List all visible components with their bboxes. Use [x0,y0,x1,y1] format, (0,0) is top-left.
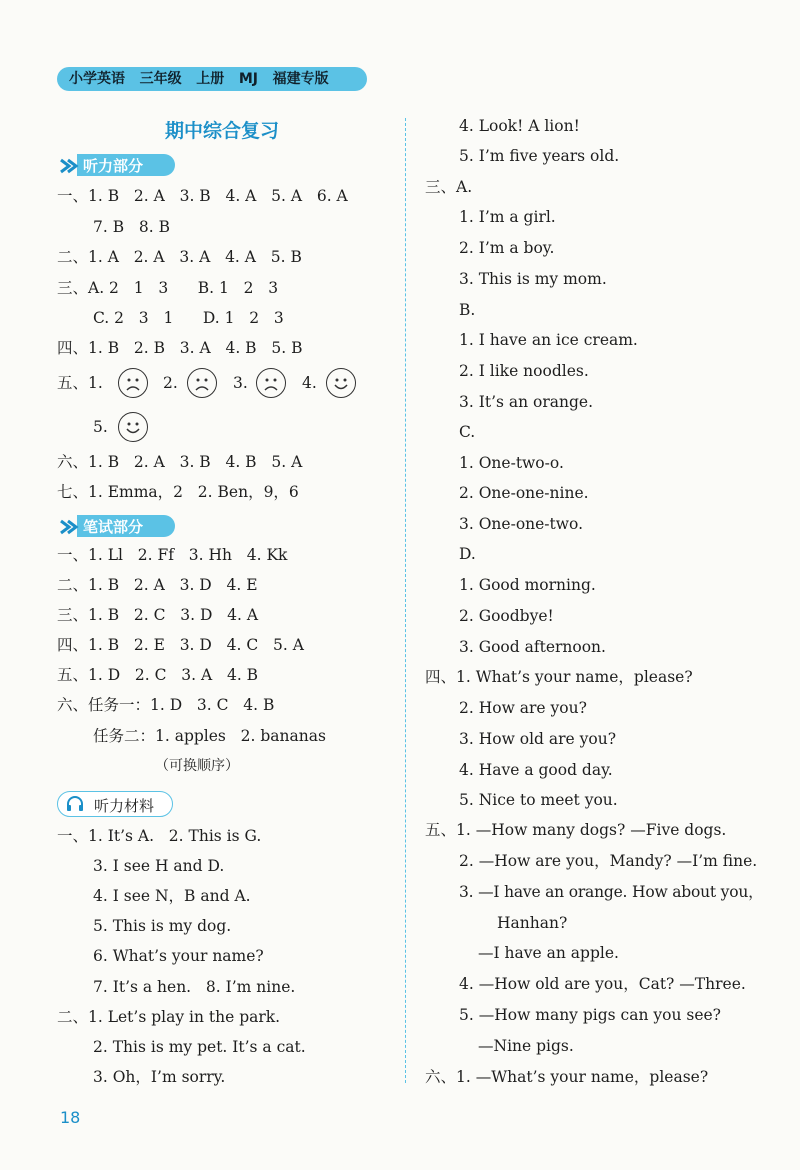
sad-face-icon [187,368,217,398]
answer-line: 六、1. B 2. A 3. B 4. B 5. A [57,453,303,471]
answer-line: 一、1. Ll 2. Ff 3. Hh 4. Kk [57,546,288,564]
material-line: 2. One-one-nine. [459,484,589,502]
material-line: 2. How are you? [459,699,587,717]
material-line: 一、1. It’s A. 2. This is G. [57,827,262,845]
answer-line: 二、1. B 2. A 3. D 4. E [57,576,258,594]
material-line: 四、1. What’s your name，please? [425,668,693,686]
column-divider [405,118,406,1083]
material-line: 2. —How are you，Mandy? —I’m fine. [459,852,758,870]
material-line: 3. —I have an orange. How about you， [459,883,764,901]
material-line: 3. One-one-two. [459,515,584,533]
section-label: 笔试部分 [83,518,144,536]
material-line: 3. Oh，I’m sorry. [93,1068,226,1086]
material-line: 1. Good morning. [459,576,596,594]
answer-line: 三、1. B 2. C 3. D 4. A [57,606,259,624]
section-written [57,515,175,537]
material-line: 4. Have a good day. [459,761,613,779]
material-line: 1. I have an ice cream. [459,331,638,349]
material-line: 5. —How many pigs can you see? [459,1006,721,1024]
answer-line: 六、任务一：1. D 3. C 4. B [57,696,275,714]
answer-line: 2. [163,374,178,392]
arrow-icon [59,517,85,537]
sad-face-icon [256,368,286,398]
material-line: 3. Good afternoon. [459,638,606,656]
note-line: （可换顺序） [155,758,239,774]
material-line: —I have an apple. [478,944,619,962]
material-line: 3. I see H and D. [93,857,225,875]
answer-line: 七、1. Emma，2 2. Ben，9，6 [57,483,299,501]
material-line: 2. I’m a boy. [459,239,555,257]
header-banner: 小学英语 三年级 上册 MJ 福建专版 [57,67,367,91]
answer-line: 四、1. B 2. E 3. D 4. C 5. A [57,636,304,654]
material-line: 5. I’m five years old. [459,147,620,165]
material-line: D. [459,545,476,563]
answer-line: 任务二：1. apples 2. bananas [93,727,326,745]
material-line: 5. This is my dog. [93,917,232,935]
sad-face-icon [118,368,148,398]
answer-line: 三、A. 2 1 3 B. 1 2 3 [57,279,279,297]
material-line: 5. Nice to meet you. [459,791,618,809]
material-line: 2. This is my pet. It’s a cat. [93,1038,306,1056]
answer-line: 7. B 8. B [93,218,170,236]
material-line: 1. I’m a girl. [459,208,556,226]
material-line: 3. This is my mom. [459,270,607,288]
section-listening [57,154,175,176]
answer-line: 五、1. D 2. C 3. A 4. B [57,666,259,684]
answer-line: 3. [233,374,248,392]
material-line: 2. Goodbye! [459,607,554,625]
headphones-icon [66,796,84,812]
page-title: 期中综合复习 [164,120,279,142]
answer-line: 四、1. B 2. B 3. A 4. B 5. B [57,339,303,357]
happy-face-icon [118,412,148,442]
material-line: 4. —How old are you，Cat? —Three. [459,975,746,993]
answer-line: 一、1. B 2. A 3. B 4. A 5. A 6. A [57,187,348,205]
material-line: —Nine pigs. [478,1037,574,1055]
material-line: 二、1. Let’s play in the park. [57,1008,281,1026]
material-line: 3. It’s an orange. [459,393,594,411]
material-line: 三、A. [425,178,473,196]
material-line: 4. Look! A lion! [459,117,580,135]
material-line: 4. I see N，B and A. [93,887,251,905]
happy-face-icon [326,368,356,398]
answer-line: 4. [302,374,317,392]
material-line: 7. It’s a hen. 8. I’m nine. [93,978,296,996]
material-line: 2. I like noodles. [459,362,589,380]
material-line: 3. How old are you? [459,730,617,748]
material-line: B. [459,301,476,319]
answer-line: 五、1. [57,374,103,392]
answer-line: C. 2 3 1 D. 1 2 3 [93,309,284,327]
section-label: 听力部分 [83,157,144,175]
page-number: 18 [60,1108,81,1127]
section-label: 听力材料 [94,797,155,815]
material-line: C. [459,423,476,441]
arrow-icon [59,156,85,176]
material-line: 五、1. —How many dogs? —Five dogs. [425,821,727,839]
section-materials [57,791,173,817]
answer-line: 5. [93,418,108,436]
material-line: 六、1. —What’s your name，please? [425,1068,709,1086]
material-line: 1. One-two-o. [459,454,564,472]
material-line: 6. What’s your name? [93,947,264,965]
answer-line: 二、1. A 2. A 3. A 4. A 5. B [57,248,302,266]
material-line: Hanhan? [497,914,568,932]
